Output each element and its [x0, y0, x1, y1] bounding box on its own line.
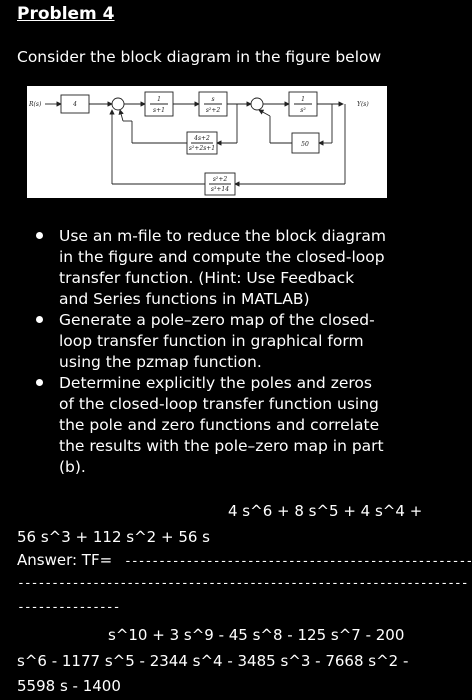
task-item: Generate a pole–zero map of the closed-loop transfer function in graphical form using the pzmap function.: [36, 310, 388, 373]
task-item: Use an m-file to reduce the block diagram in the figure and compute the closed-loop transfer function. (Hint: Use Feedback and Series functions in MATLAB): [36, 226, 388, 310]
block3-num: 1: [301, 96, 305, 103]
output-label: Y(s): [357, 101, 369, 108]
problem-intro: Consider the block diagram in the figure below: [17, 48, 382, 66]
feedback1-den: s²+2s+1: [188, 145, 216, 152]
numerator-line1: 4 s^6 + 8 s^5 + 4 s^4 +: [228, 502, 423, 520]
task-list: [36, 226, 388, 478]
bullet-icon: [36, 232, 43, 239]
block-diagram: [27, 86, 387, 198]
fraction-dash-tail: ---------------: [17, 600, 120, 615]
answer-label: Answer: TF=: [17, 551, 113, 569]
fraction-dash-short: ---------------------------------------------------: [124, 554, 472, 569]
block2-den: s²+2: [205, 107, 221, 114]
problem-title: Problem 4: [17, 4, 115, 24]
input-label: R(s): [29, 101, 42, 108]
block2-num: s: [211, 96, 215, 103]
numerator-line2: 56 s^3 + 112 s^2 + 56 s: [17, 528, 210, 546]
feedback2-gain: 50: [301, 141, 309, 148]
fraction-dash-full: ------------------------------------------------------------------: [17, 576, 468, 591]
denominator-line2: s^6 - 1177 s^5 - 2344 s^4 - 3485 s^3 - 7668 s^2 -: [17, 652, 409, 670]
denominator-line3: 5598 s - 1400: [17, 677, 121, 695]
block1-den: s+1: [153, 107, 165, 114]
block1-num: 1: [157, 96, 161, 103]
denominator-line1: s^10 + 3 s^9 - 45 s^8 - 125 s^7 - 200: [108, 626, 405, 644]
bullet-icon: [36, 379, 43, 386]
feedback1-num: 4s+2: [194, 135, 210, 142]
feedback3-den: s³+14: [210, 186, 230, 193]
gain-block: 4: [73, 101, 77, 108]
feedback3-num: s²+2: [212, 176, 228, 183]
block3-den: s²: [300, 107, 306, 114]
bullet-icon: [36, 316, 43, 323]
task-item: Determine explicitly the poles and zeros of the closed-loop transfer function using the pole and zero functions and correlate the results with the pole–zero map in part (b).: [36, 373, 388, 478]
